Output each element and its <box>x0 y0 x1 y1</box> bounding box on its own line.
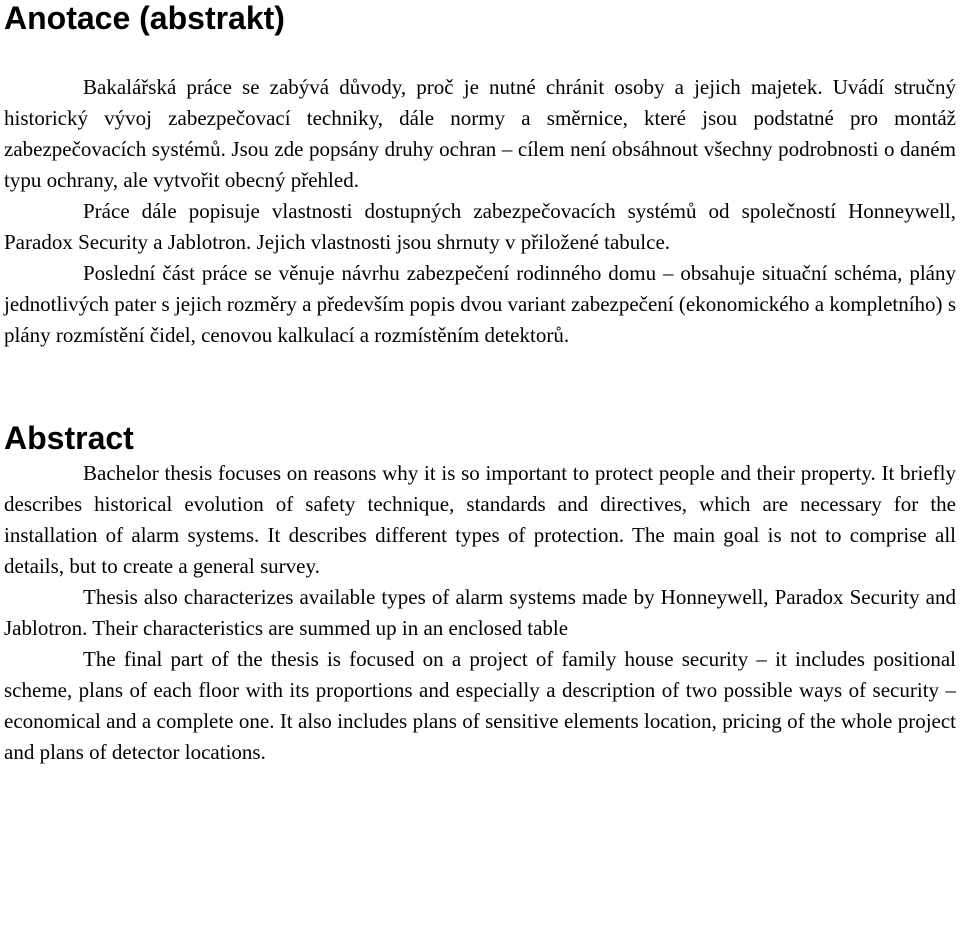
section-heading-abstract: Abstract <box>4 420 134 456</box>
section-heading-anotace: Anotace (abstrakt) <box>4 0 285 36</box>
anotace-body <box>4 72 956 351</box>
document-page <box>4 0 956 768</box>
abstract-paragraph-1: Bachelor thesis focuses on reasons why it is so important to protect people and their property. It briefly describes historical evolution of safety technique, standards and directives, which are necessary for the installation of alarm systems. It describes different types of protection. The main goal is not to comprise all details, but to create a general survey. <box>4 461 956 578</box>
abstract-paragraph-3: The final part of the thesis is focused on a project of family house security – it includes positional scheme, plans of each floor with its proportions and especially a description of two possible ways of security – economical and a complete one. It also includes plans of sensitive elements location, pricing of the whole project and plans of detector locations. <box>4 647 956 764</box>
anotace-paragraph-3: Poslední část práce se věnuje návrhu zabezpečení rodinného domu – obsahuje situační schéma, plány jednotlivých pater s jejich rozměry a především popis dvou variant zabezpečení (ekonomického a kompletního) s plány rozmístění čidel, cenovou kalkulací a rozmístěním detektorů. <box>4 261 956 347</box>
anotace-paragraph-1: Bakalářská práce se zabývá důvody, proč je nutné chránit osoby a jejich majetek. Uvádí stručný historický vývoj zabezpečovací techniky, dále normy a směrnice, které jsou podstatné pro montáž zabezpečovacích systémů. Jsou zde popsány druhy ochran – cílem není obsáhnout všechny podrobnosti o daném typu ochrany, ale vytvořit obecný přehled. <box>4 75 956 192</box>
abstract-paragraph-2: Thesis also characterizes available types of alarm systems made by Honneywell, Paradox Security and Jablotron. Their characteristics are summed up in an enclosed table <box>4 585 956 640</box>
abstract-body <box>4 458 956 768</box>
anotace-paragraph-2: Práce dále popisuje vlastnosti dostupných zabezpečovacích systémů od společností Honneywell, Paradox Security a Jablotron. Jejich vlastnosti jsou shrnuty v přiložené tabulce. <box>4 199 956 254</box>
